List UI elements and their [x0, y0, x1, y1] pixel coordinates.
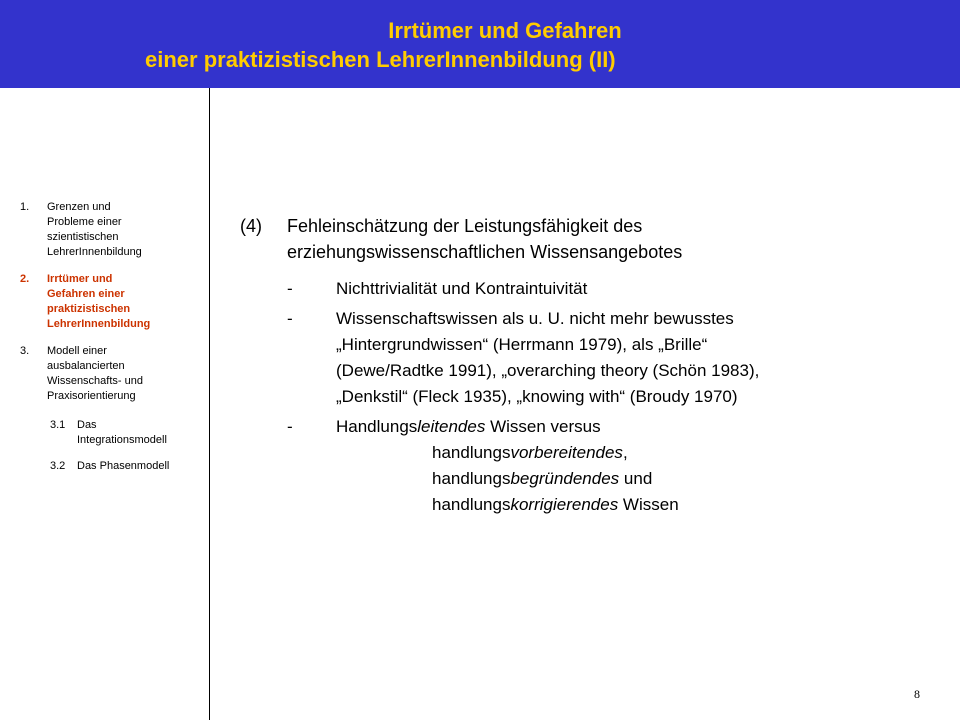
toc-line: Das	[77, 419, 97, 431]
bullet-1-text: Nichttrivialität und Kontraintuivität	[336, 279, 588, 298]
toc-line: Grenzen und	[47, 201, 111, 213]
bullet-2-line-4: „Denkstil“ (Fleck 1935), „knowing with“ (Broudy 1970)	[336, 387, 738, 406]
toc-item-number: 1.	[20, 201, 30, 213]
toc-line: Gefahren einer	[47, 288, 125, 300]
point-number: (4)	[240, 216, 262, 236]
point-heading-line-1: Fehleinschätzung der Leistungsfähigkeit des	[287, 216, 643, 236]
bullet-3-line-2: handlungsvorbereitendes,	[432, 443, 628, 462]
toc-line: Praxisorientierung	[47, 390, 136, 402]
toc-item-label	[47, 200, 197, 260]
point-heading-line-2: erziehungswissenschaftlichen Wissensangebotes	[287, 242, 683, 262]
bullet-dash: -	[287, 309, 293, 328]
toc-item-label	[77, 418, 227, 448]
toc-line: praktizistischen	[47, 303, 131, 315]
toc-line: LehrerInnenbildung	[47, 318, 151, 330]
bullet-2-line-1: Wissenschaftswissen als u. U. nicht mehr bewusstes	[336, 309, 734, 328]
toc-line: Irrtümer und	[47, 273, 113, 285]
toc-item-label	[77, 459, 227, 474]
toc-item-number: 2.	[20, 273, 30, 285]
toc-line: Modell einer	[47, 345, 107, 357]
slide-title-line-2: einer praktizistischen LehrerInnenbildung (II)	[145, 47, 616, 72]
toc-line: Wissenschafts- und	[47, 375, 143, 387]
toc-line: Integrationsmodell	[77, 434, 167, 446]
bullet-3-line-4: handlungskorrigierendes Wissen	[432, 495, 679, 514]
toc-line: Probleme einer	[47, 216, 122, 228]
bullet-3-line-3: handlungsbegründendes und	[432, 469, 653, 488]
toc-line: ausbalancierten	[47, 360, 125, 372]
title-bar	[0, 0, 960, 88]
toc-item-number: 3.2	[50, 460, 66, 472]
slide-title-line-1: Irrtümer und Gefahren	[388, 18, 622, 43]
toc-item-number: 3.1	[50, 419, 66, 431]
toc-item-number: 3.	[20, 345, 30, 357]
toc-item-label	[47, 272, 197, 332]
toc-line: LehrerInnenbildung	[47, 246, 142, 258]
bullet-3-line-1: Handlungsleitendes Wissen versus	[336, 417, 601, 436]
toc-line: Das Phasenmodell	[77, 460, 170, 472]
bullet-dash: -	[287, 417, 293, 436]
bullet-2-line-2: „Hintergrundwissen“ (Herrmann 1979), als „Brille“	[336, 335, 708, 354]
bullet-2-line-3: (Dewe/Radtke 1991), „overarching theory (Schön 1983),	[336, 361, 760, 380]
toc-item-label	[47, 344, 197, 404]
toc-line: szientistischen	[47, 231, 119, 243]
page-number: 8	[914, 687, 920, 701]
bullet-dash: -	[287, 279, 293, 298]
vertical-divider	[209, 88, 210, 720]
